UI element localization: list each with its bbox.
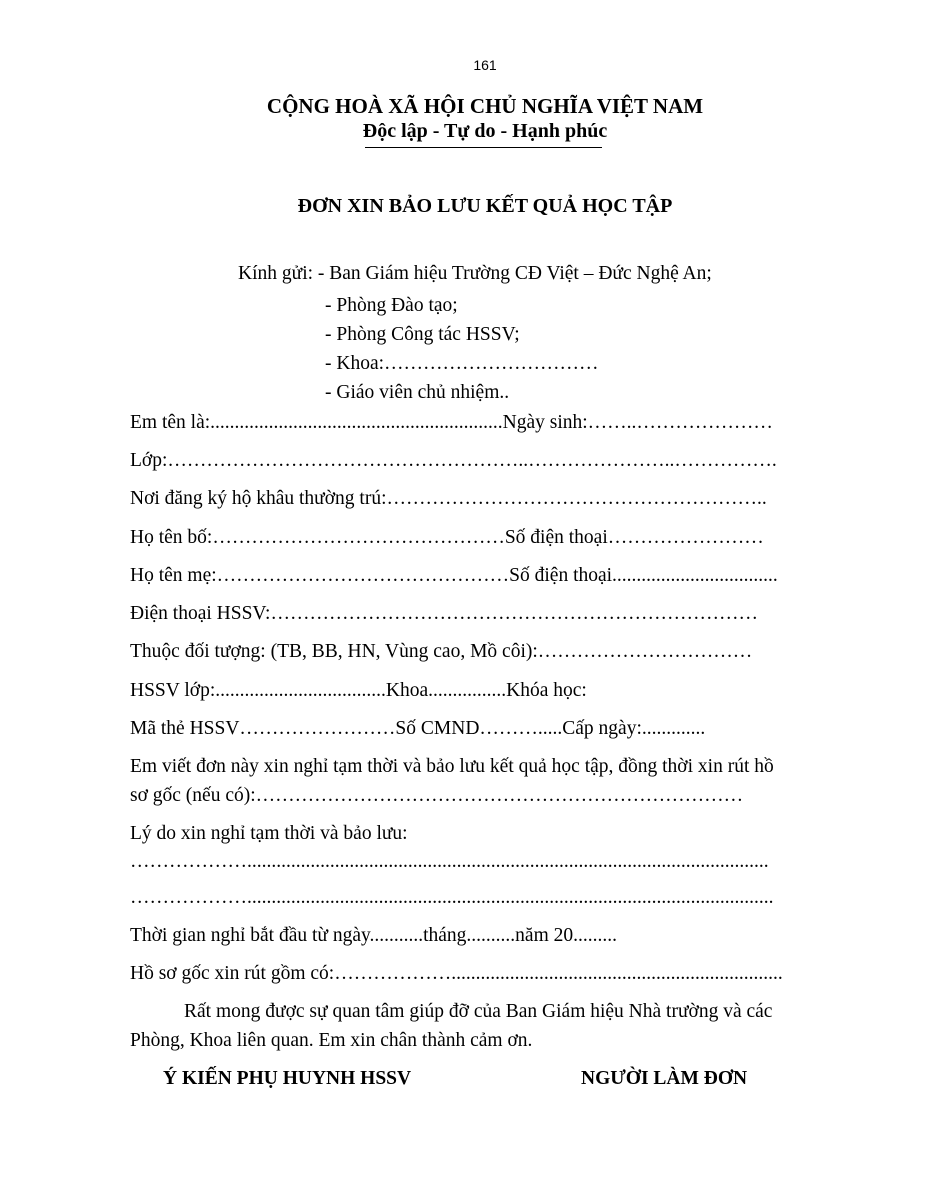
closing-line: Rất mong được sự quan tâm giúp đỡ của Ban Giám hiệu Nhà trường và các <box>184 1001 773 1022</box>
reason-line: ………………........................................................................................................... <box>130 851 769 872</box>
field-student-phone: Điện thoại HSSV:………………………………………………………………… <box>130 603 758 624</box>
leave-start-date: Thời gian nghỉ bắt đầu từ ngày...........tháng..........năm 20......... <box>130 925 618 946</box>
national-motto: Độc lập - Tự do - Hạnh phúc <box>362 120 608 142</box>
recipient-lead: Kính gửi: - Ban Giám hiệu Trường CĐ Việt – Đức Nghệ An; <box>238 263 712 284</box>
closing-line: Phòng, Khoa liên quan. Em xin chân thành cảm ơn. <box>130 1030 533 1051</box>
field-mother: Họ tên mẹ:………………………………………Số điện thoại.................................. <box>130 565 778 586</box>
field-class-faculty-course: HSSV lớp:...................................Khoa................Khóa học: <box>130 680 587 701</box>
field-class: Lớp:………………………………………………..…………………..……………. <box>130 450 777 471</box>
reason-line: ………………............................................................................................................ <box>130 887 774 908</box>
page-number: 161 <box>473 57 497 73</box>
reason-label: Lý do xin nghỉ tạm thời và bảo lưu: <box>130 823 408 844</box>
recipient-item: - Phòng Đào tạo; <box>325 295 458 316</box>
republic-heading: CỘNG HOÀ XÃ HỘI CHỦ NGHĨA VIỆT NAM <box>266 94 704 118</box>
motto-underline <box>365 147 602 148</box>
field-name-dob: Em tên là:............................................................Ngày sinh:……..………………… <box>130 412 773 433</box>
recipient-item: - Phòng Công tác HSSV; <box>325 324 520 345</box>
request-line: Em viết đơn này xin nghỉ tạm thời và bảo lưu kết quả học tập, đồng thời xin rút hồ <box>130 756 774 777</box>
request-line: sơ gốc (nếu có):………………………………………………………………… <box>130 785 744 806</box>
documents-withdrawn: Hồ sơ gốc xin rút gồm có:……………….................................................................... <box>130 963 783 984</box>
document-title: ĐƠN XIN BẢO LƯU KẾT QUẢ HỌC TẬP <box>297 195 673 217</box>
field-student-id-cmnd: Mã thẻ HSSV……………………Số CMND……….....Cấp ngày:............. <box>130 718 706 739</box>
applicant-signature-label: NGƯỜI LÀM ĐƠN <box>581 1068 748 1089</box>
field-father: Họ tên bố:………………………………………Số điện thoại…………………… <box>130 527 764 548</box>
field-category: Thuộc đối tượng: (TB, BB, HN, Vùng cao, Mồ côi):…………………………… <box>130 641 753 662</box>
field-permanent-address: Nơi đăng ký hộ khâu thường trú:………………………………………………….. <box>130 488 767 509</box>
recipient-item: - Giáo viên chủ nhiệm.. <box>325 382 510 403</box>
recipient-item: - Khoa:…………………………… <box>325 353 599 374</box>
parent-signature-label: Ý KIẾN PHỤ HUYNH HSSV <box>163 1068 412 1089</box>
